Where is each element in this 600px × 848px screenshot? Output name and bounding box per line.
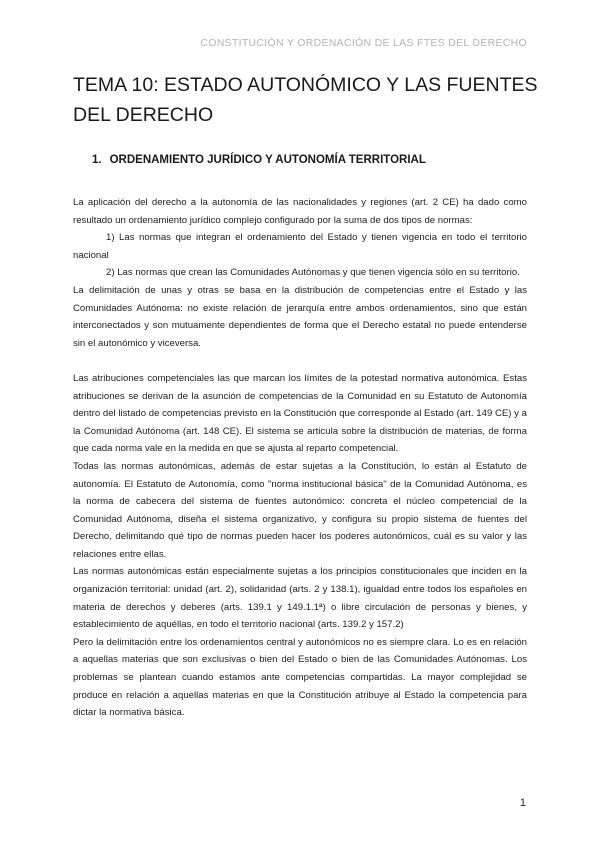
page-number: 1 — [519, 797, 526, 809]
paragraph-intro: La aplicación del derecho a la autonomía de las nacionalidades y regiones (art. 2 CE) ha dado como resultado un ordenamiento jurídico complejo configurado por la suma de dos tipos de normas: — [73, 197, 527, 226]
page-title: TEMA 10: ESTADO AUTONÓMICO Y LAS FUENTES DEL DERECHO — [73, 74, 538, 126]
section-heading — [92, 154, 426, 166]
list-item-state-norms: 1) Las normas que integran el ordenamiento del Estado y tienen vigencia en todo el territorio nacional — [73, 232, 527, 261]
section-heading-text: ORDENAMIENTO JURÍDICO Y AUTONOMÍA TERRITORIAL — [109, 154, 426, 166]
paragraph-principles: Las normas autonómicas están especialmente sujetas a los principios constitucionales que inciden en la organización territorial: unidad (art. 2), solidaridad (arts. 2 y 138.1), igualdad entre todos los españoles en materia de derechos y deberes (arts. 139.1 y 149.1.1ª) o libre circulación de personas y bienes, y establecimiento de aquéllas, en todo el territorio nacional (arts. 139.2 y 157.2) — [73, 566, 527, 631]
list-item-regional-norms: 2) Las normas que crean las Comunidades Autónomas y que tienen vigencia sólo en su territorio. — [106, 267, 520, 279]
paragraph-competences: Las atribuciones competenciales las que marcan los límites de la potestad normativa autonómica. Estas atribuciones se derivan de la asunción de competencias de la Comunidad en su Estatuto de Autonomía dentro del listado de competencias previsto en la Constitución que corresponde al Estado (art. 149 CE) y a la Comunidad Autónoma (art. 148 CE). El sistema se articula sobre la distribución de materias, de forma que cada norma vale en la medida en que se ajusta al reparto competencial. — [73, 372, 527, 455]
paragraph-statute: Todas las normas autonómicas, además de estar sujetas a la Constitución, lo están al Estatuto de autonomía. El Estatuto de Autonomía, como "norma institucional básica" de la Comunidad Autónoma, es la norma de cabecera del sistema de fuentes autonómico: concreta el núcleo competencial de la Comunidad Autónoma, diseña el sistema organizativo, y configura su propio sistema de fuentes del Derecho, delimitando qué tipo de normas pueden hacer los poderes autonómicos, cuál es su valor y las relaciones entre ellas. — [73, 460, 527, 560]
running-header: CONSTITUCIÓN Y ORDENACIÓN DE LAS FTES DEL DERECHO — [200, 37, 527, 49]
body-text — [73, 194, 527, 722]
section-number: 1. — [92, 154, 102, 166]
paragraph-delimitation: La delimitación de unas y otras se basa en la distribución de competencias entre el Estado y las Comunidades Autónoma: no existe relación de jerarquía entre ambos ordenamientos, sino que están interconectados y son mutuamente dependientes de forma que el Derecho estatal no puede entenderse sin el autonómico y viceversa. — [73, 284, 527, 349]
paragraph-shared-competences: Pero la delimitación entre los ordenamientos central y autonómicos no es siempre clara. Lo es en relación a aquellas materias que son exclusivas o bien del Estado o bien de las Comunidades Autónomas. Los problemas se plantean cuando estamos ante competencias compartidas. La mayor complejidad se produce en relación a aquellas materias en que la Constitución atribuye al Estado la competencia para dictar la normativa básica. — [73, 636, 527, 719]
